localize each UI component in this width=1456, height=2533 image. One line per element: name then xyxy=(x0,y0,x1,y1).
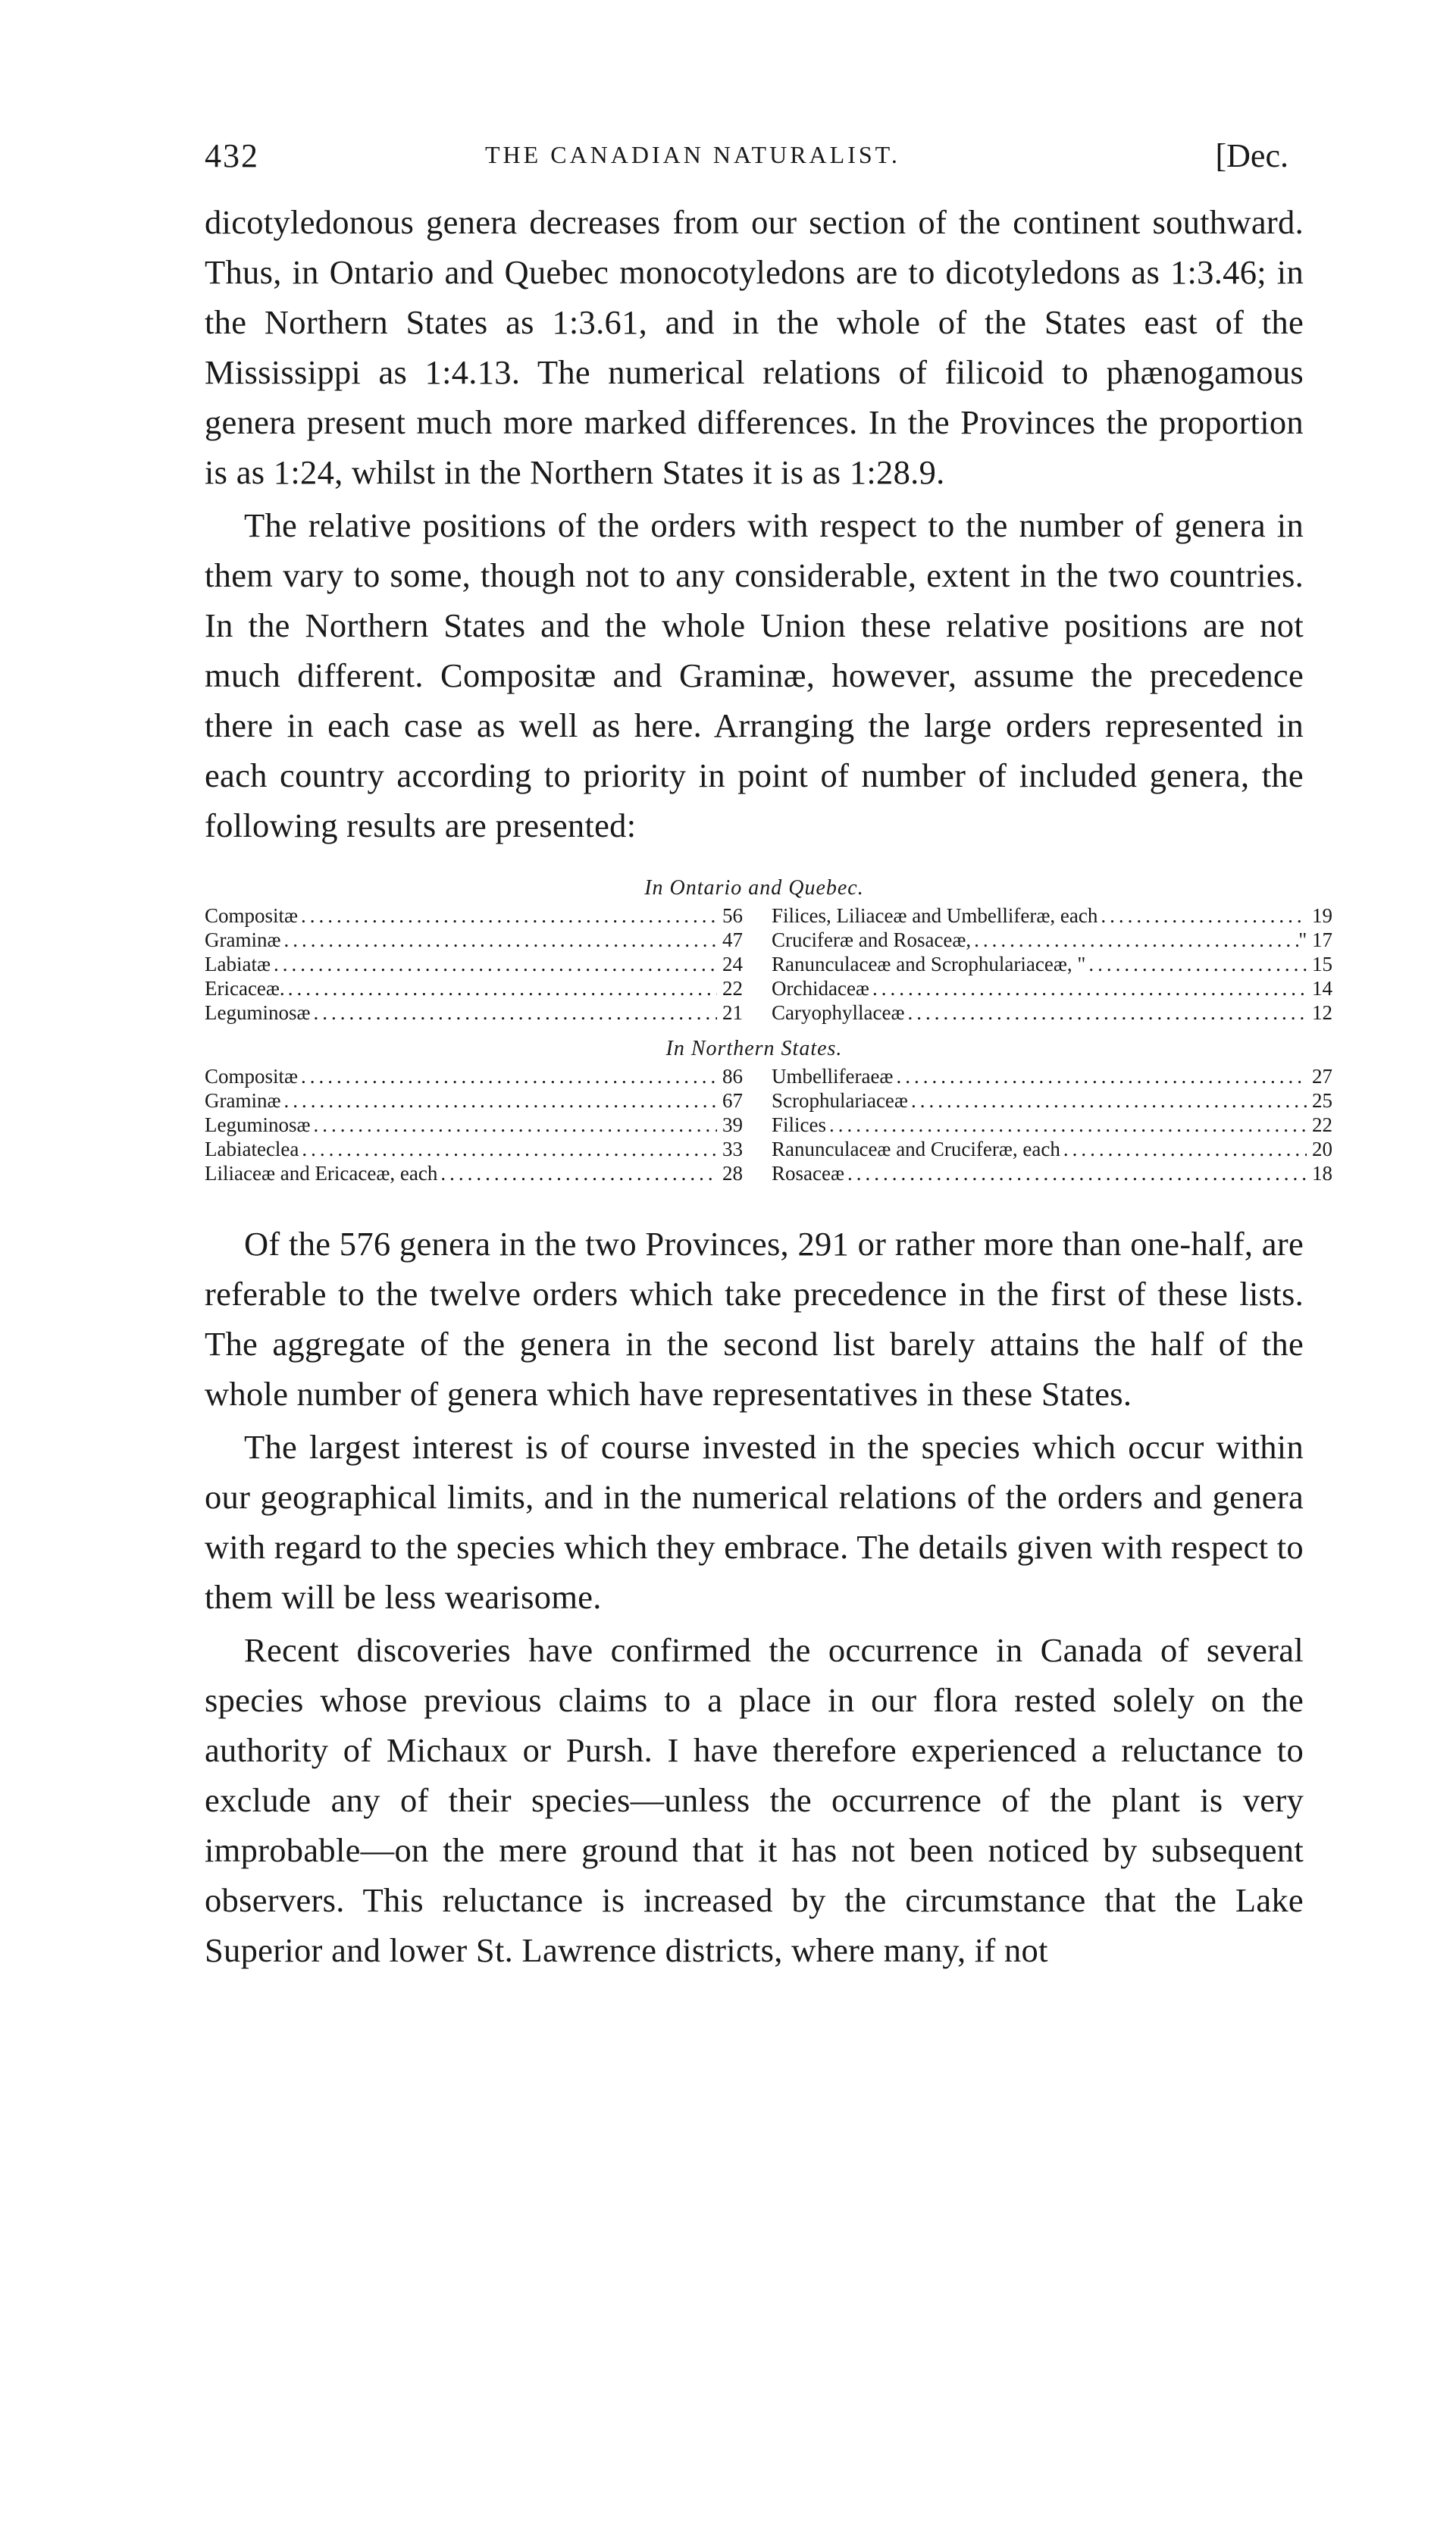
leader-dots xyxy=(281,928,718,952)
leader-dots xyxy=(1097,903,1307,928)
paragraph-continuation: dicotyledonous genera decreases from our section of the continent southward. Thus, in Ontario and Quebec monocotyledons are to dicotyledons as 1:3.46; in the Northern States as 1:3.61, and in the whole of the States east of the Mississippi as 1:4.13. The numerical relations of filicoid to phænogamous genera present much more marked differences. In the Provinces the proportion is as 1:24, whilst in the Northern States it is as 1:28.9. xyxy=(205,203,1304,491)
order-name: Leguminosæ xyxy=(205,1113,311,1136)
genera-count: 18 xyxy=(1312,1162,1332,1185)
leader-dots xyxy=(298,1064,717,1088)
leader-dots xyxy=(285,976,717,1000)
table-northern-left-column xyxy=(205,1064,743,1185)
table-ontario-right-column xyxy=(772,903,1332,1025)
order-name: Leguminosæ xyxy=(205,1001,311,1024)
genera-count: 56 xyxy=(722,904,743,927)
order-name: Ranunculaceæ and Cruciferæ, each xyxy=(772,1138,1060,1160)
order-name: Graminæ xyxy=(205,928,281,951)
genera-count: 27 xyxy=(1312,1065,1332,1088)
genera-count: 22 xyxy=(722,977,743,1000)
genera-count: 20 xyxy=(1312,1138,1332,1160)
paragraph-species-interest: The largest interest is of course invested in the species which occur within our geographical limits, and in the numerical relations of the orders and genera with regard to the species which they embrace. The details given with respect to them will be less wearisome. xyxy=(205,1428,1304,1616)
order-name: Labiateclea xyxy=(205,1138,299,1160)
leader-dots xyxy=(1060,1137,1307,1161)
order-name: Labiatæ xyxy=(205,953,271,975)
leader-dots xyxy=(311,1113,718,1137)
table-row xyxy=(772,928,1332,952)
table-northern-right-column xyxy=(772,1064,1332,1185)
order-name: Orchidaceæ xyxy=(772,977,869,1000)
table-row xyxy=(205,1137,743,1161)
table-row xyxy=(205,903,743,928)
table-row xyxy=(772,976,1332,1000)
genera-count: " 17 xyxy=(1298,928,1332,951)
genera-count: 67 xyxy=(722,1089,743,1112)
leader-dots xyxy=(271,952,717,976)
order-name: Filices, Liliaceæ and Umbelliferæ, each xyxy=(772,904,1098,927)
table-row xyxy=(772,1113,1332,1137)
order-name: Filices xyxy=(772,1113,826,1136)
page-number: 432 xyxy=(205,137,259,174)
table-row xyxy=(205,952,743,976)
leader-dots xyxy=(971,928,1298,952)
table-row xyxy=(772,1088,1332,1113)
table-caption-ontario: In Ontario and Quebec. xyxy=(644,876,864,900)
order-name: Rosaceæ xyxy=(772,1162,844,1185)
running-header xyxy=(205,136,1304,197)
order-name: Ranunculaceæ and Scrophulariaceæ, " xyxy=(772,953,1086,975)
running-title: THE CANADIAN NATURALIST. xyxy=(485,141,900,168)
paragraph-relative-positions: The relative positions of the orders with respect to the number of genera in them vary to some, though not to any considerable, extent in the two countries. In the Northern States and the whole Union these relative positions are not much different. Compositæ and Graminæ, however, assume the precedence there in each case as well as here. Arranging the large orders represented in each country according to priority in point of number of included genera, the following results are presented: xyxy=(205,506,1304,844)
genera-count: 19 xyxy=(1312,904,1332,927)
order-name: Scrophulariaceæ xyxy=(772,1089,908,1112)
paragraph-recent-discoveries: Recent discoveries have confirmed the occurrence in Canada of several species whose previous claims to a place in our flora rested solely on the authority of Michaux or Pursh. I have therefore experienced a reluctance to exclude any of their species—unless the occurrence of the plant is very improbable—on the mere ground that it has not been noticed by subsequent observers. This reluctance is increased by the circumstance that the Lake Superior and lower St. Lawrence districts, where many, if not xyxy=(205,1631,1304,1969)
order-name: Liliaceæ and Ericaceæ, each xyxy=(205,1162,438,1185)
genera-count: 39 xyxy=(722,1113,743,1136)
genera-count: 86 xyxy=(722,1065,743,1088)
table-ontario-left-column xyxy=(205,903,743,1025)
leader-dots xyxy=(869,976,1307,1000)
table-caption-northern: In Northern States. xyxy=(665,1037,843,1060)
leader-dots xyxy=(281,1088,718,1113)
paragraph-provinces-genera: Of the 576 genera in the two Provinces, 291 or rather more than one-half, are referable to the twelve orders which take precedence in the first of these lists. The aggregate of the genera in the second list barely attains the half of the whole number of genera which have representatives in these States. xyxy=(205,1225,1304,1413)
leader-dots xyxy=(437,1161,717,1185)
genera-count: 24 xyxy=(722,953,743,975)
order-name: Graminæ xyxy=(205,1089,281,1112)
table-row xyxy=(205,1088,743,1113)
table-row xyxy=(772,903,1332,928)
genera-count: 12 xyxy=(1312,1001,1332,1024)
genera-count: 21 xyxy=(722,1001,743,1024)
leader-dots xyxy=(311,1000,718,1025)
leader-dots xyxy=(826,1113,1307,1137)
table-row xyxy=(772,1137,1332,1161)
table-row xyxy=(205,1064,743,1088)
table-row xyxy=(772,1000,1332,1025)
genera-count: 14 xyxy=(1312,977,1332,1000)
order-name: Umbelliferaeæ xyxy=(772,1065,894,1088)
table-northern xyxy=(205,1064,1332,1185)
table-ontario xyxy=(205,903,1332,1025)
genera-tables xyxy=(205,873,1332,1185)
order-name: Ericaceæ. xyxy=(205,977,285,1000)
order-name: Compositæ xyxy=(205,904,299,927)
leader-dots xyxy=(904,1000,1307,1025)
book-page xyxy=(205,136,1332,1975)
table-row xyxy=(205,976,743,1000)
genera-count: 25 xyxy=(1312,1089,1332,1112)
table-row xyxy=(205,1161,743,1185)
leader-dots xyxy=(844,1161,1307,1185)
leader-dots xyxy=(298,903,717,928)
order-name: Compositæ xyxy=(205,1065,299,1088)
leader-dots xyxy=(299,1137,717,1161)
leader-dots xyxy=(893,1064,1307,1088)
genera-count: 22 xyxy=(1312,1113,1332,1136)
order-name: Caryophyllaceæ xyxy=(772,1001,905,1024)
leader-dots xyxy=(1085,952,1307,976)
table-row xyxy=(205,1113,743,1137)
table-row xyxy=(205,928,743,952)
table-row xyxy=(772,1064,1332,1088)
order-name: Cruciferæ and Rosaceæ, xyxy=(772,928,972,951)
table-row xyxy=(772,1161,1332,1185)
genera-count: 15 xyxy=(1312,953,1332,975)
genera-count: 28 xyxy=(722,1162,743,1185)
genera-count: 33 xyxy=(722,1138,743,1160)
issue-month: [Dec. xyxy=(1215,137,1288,174)
leader-dots xyxy=(908,1088,1307,1113)
table-row xyxy=(772,952,1332,976)
genera-count: 47 xyxy=(722,928,743,951)
table-row xyxy=(205,1000,743,1025)
